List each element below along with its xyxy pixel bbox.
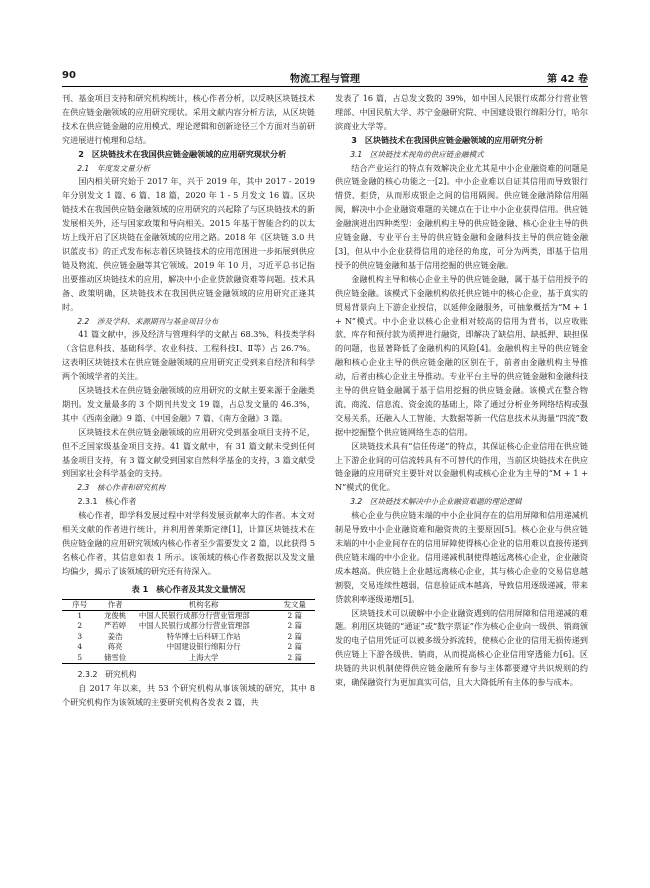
- table-cell: 龙俊桃: [104, 611, 127, 621]
- table-header-cell: 机构名称: [188, 599, 219, 609]
- table-cell: 蒋亮: [107, 642, 123, 652]
- table-cell: 中国人民银行成都分行营业管理部: [138, 621, 250, 631]
- table-cell: 2 篇: [287, 652, 302, 662]
- left-column: [62, 92, 315, 710]
- paragraph: 区块链技术具有“信任传递”的特点，其保证核心企业信用在供应链上下游企业间的可信流转具有不可替代的作用，当前区块链技术在供应链金融的应用研究主要针对以金融机构或核心企业为主导的“M + 1 + N”模式的优化。: [335, 440, 588, 493]
- table-header-row: [62, 599, 315, 610]
- table-cell: 3: [77, 631, 83, 641]
- table-cell: 4: [77, 642, 83, 652]
- table-row: [62, 632, 315, 642]
- section-heading-3: 3 区块链技术在我国供应链金融领域的应用研究分析: [351, 134, 543, 145]
- journal-name: 物流工程与管理: [290, 74, 360, 85]
- subsection-heading-2-3: 2.3 核心作者和研究机构: [77, 483, 166, 493]
- subsection-heading-2-2: 2.2 涉及学科、来源期刊与基金项目分布: [77, 316, 219, 326]
- table-row: [62, 611, 315, 622]
- paragraph: 核心企业与供应链末端的中小企业间存在的信用屏障和信用递减机制是导致中小企业融资难和融资贵的主要原因[5]。核心企业与供应链末端的中小企业间存在的信用屏障使得核心企业的信用难以直接传递到供应链末端的中小企业。信用递减机制使得越远离核心企业，企业融资成本越高。供应链上企业越远离核心企业，其与核心企业的交易信息越割裂，交易连续性越弱，信息验证成本越高，导致信用逐级递减，带来贷款利率逐级递增[5]。: [335, 510, 588, 604]
- table-cell: 2 篇: [287, 642, 302, 652]
- table-cell: 姜浩: [107, 631, 123, 641]
- table-cell: 上海大学: [188, 652, 219, 662]
- paragraph: 结合产业运行的特点有效解决企业尤其是中小企业融资难的问题是供应链金融的核心功能之一[2]。中小企业难以自证其信用而导致银行惜贷、拒贷，从而形成银企之间的信用隔阂。供应链金融消除信用隔阂，解决中小企业融资难题的关键点在于让中小企业获得信用。供应链金融演进出四种类型：金融机构主导的供应链金融、核心企业主导的供应链金融、专业平台主导的供应链金融和金融科技主导的供应链金融[3]，但从中小企业获得信用的途径的角度，可分为两类，即基于信用授予的供应链金融和基于信用挖掘的供应链金融。: [335, 162, 588, 270]
- table-row: [62, 621, 315, 631]
- table-caption: 表 1 核心作者及其发文量情况: [131, 583, 246, 594]
- table-cell: 2 篇: [287, 631, 302, 641]
- paragraph: 区块链技术可以破解中小企业融资遇到的信用屏障和信用递减的难题。利用区块链的“通证”或“数字票证”作为核心企业向一级供、销商颁发的电子信用凭证可以被多级分拆流转，使核心企业的信用无损传递到供应链上下游各级供、销商，从而提高核心企业信用穿透能力[6]。区块链的共识机制使得供应链金融所有参与主体都要遵守共识规则的约束，确保融资行为更加真实可信，且大大降低所有主体的参与成本。: [335, 607, 588, 688]
- table-row: [62, 642, 315, 652]
- paragraph: 区块链技术在供应链金融领域的应用研究的文献主要来源于金融类期刊。发文量最多的 3 个期刊共发文 19 篇，占总发文量的 46.3%，其中《西南金融》9 篇、《中国金融》7 篇、《南方金融》3 篇。: [62, 385, 315, 423]
- paragraph: 刊、基金项目支持和研究机构统计，核心作者分析，以反映区块链技术在供应链金融领域的应用研究现状。采用文献内容分析方法，从区块链技术在供应链金融的应用模式、理论逻辑和创新途径三个方面对当前研究进展进行梳理和总结。: [62, 93, 315, 145]
- right-column: [335, 92, 588, 690]
- core-author-table: [62, 599, 315, 664]
- header-rule: [62, 86, 588, 87]
- subsubsection-heading-2-3-2: 2.3.2 研究机构: [77, 670, 137, 680]
- table-cell: 2 篇: [287, 611, 302, 621]
- table-header-cell: 发文量: [283, 599, 306, 609]
- page-number: 90: [62, 70, 76, 81]
- table-row: [62, 653, 315, 664]
- table-cell: 2: [77, 621, 83, 631]
- table-header-cell: 作者: [107, 599, 123, 609]
- paragraph: 自 2017 年以来，共 53 个研究机构从事该领域的研究，其中 8 个研究机构作为该领域的主要研究机构各发表 2 篇，共: [62, 682, 315, 707]
- subsubsection-heading-2-3-1: 2.3.1 核心作者: [77, 497, 137, 507]
- paragraph: 发表了 16 篇，占总发文数的 39%，如中国人民银行成都分行营业管理部、中国民航大学、苏宁金融研究院、中国建设银行绵阳分行，哈尔滨商业大学等。: [335, 93, 588, 131]
- paragraph: 41 篇文献中，涉及经济与管理科学的文献占 68.3%、科技类学科（含信息科技、基础科学、农业科技、工程科技Ⅰ、Ⅱ等）占 26.7%。这表明区块链技术在供应链金融领域的应用研究正受到来自经济和科学两个领域学者的关注。: [62, 329, 315, 382]
- paragraph: 区块链技术在供应链金融领域的应用研究受到基金项目支持不足，但不乏国家级基金项目支持。41 篇文献中，有 31 篇文献未受到任何基金项目支持，有 3 篇文献受到国家自然科学基金的支持，3 篇文献受到国家社会科学基金的支持。: [62, 426, 315, 479]
- table-cell: 1: [77, 611, 83, 621]
- table-cell: 2 篇: [287, 621, 302, 631]
- paragraph: 核心作者，即学科发展过程中对学科发展贡献率大的作者。本文对相关文献的作者进行统计，并利用普莱斯定律[1]，计算区块链技术在供应链金融的应用研究领域内核心作者至少需要发文 2 篇，以此获得 5 名核心作者，其信息如表 1 所示。该领域的核心作者数据以及发文量均偏少，揭示了该领域的研究还有待深入。: [62, 510, 315, 576]
- subsection-heading-3-1: 3.1 区块链技术视角的供应链金融模式: [350, 149, 484, 159]
- table-cell: 中国人民银行成都分行营业管理部: [138, 611, 250, 621]
- paragraph: 国内相关研究始于 2017 年，兴于 2019 年，其中 2017 - 2019 年分别发文 1 篇、6 篇、18 篇，2020 年 1 - 5 月发文 16 篇。区块链技术在我国供应链金融领域的应用研究的兴起除了与区块链技术的新发展相关外，还与国家政策和导向相关。2015 年基于智能合约的以太坊上线开启了区块链在金融领域的应用之路。2018 年《区块链 3.0 共识蓝皮书》的正式发布标志着区块链技术的应用范围进一步拓展到供应链及物流、供应链金融等其它领域。2019 年 10 月，习近平总书记指出要推动区块链技术的应用，解决中小企业贷款融资难等问题。技术具备、政策明确，区块链技术在我国供应链金融领域的应用研究正逢其时。: [62, 176, 315, 312]
- paragraph: 金融机构主导和核心企业主导的供应链金融，属于基于信用授予的供应链金融。该模式下金融机构依托供应链中的核心企业，基于真实的贸易背景向上下游企业授信，以延伸金融服务，可抽象概括为“M + 1 + N”模式。中小企业以核心企业相对较高的信用为背书，以应收账款、库存和预付款为质押进行融资，即解决了缺信用、缺抵押、缺担保的问题，也显著降低了金融机构的风险[4]。金融机构主导的供应链金融和核心企业主导的供应链金融的区别在于，前者由金融机构主导推动，后者由核心企业主导推动。专业平台主导的供应链金融和金融科技主导的供应链金融属于基于信用挖掘的供应链金融。该模式在整合物流、商流、信息流、资金流的基础上，除了通过分析业务网络结构或强交易关系，还融入人工智能、大数据等新一代信息技术从海量“四流”数据中挖掘整个供应链网络生态的信用。: [335, 273, 588, 437]
- volume-label: 第 42 卷: [547, 74, 588, 85]
- table-cell: 储雪俭: [104, 652, 127, 662]
- page-header: [62, 70, 588, 84]
- table-cell: 特华博士后科研工作站: [166, 631, 241, 641]
- section-heading-2: 2 区块链技术在我国供应链金融领域的应用研究现状分析: [78, 148, 287, 159]
- table-cell: 严若婷: [104, 621, 127, 631]
- table-cell: 5: [77, 652, 83, 662]
- table-header-cell: 序号: [72, 599, 88, 609]
- subsection-heading-2-1: 2.1 年度发文量分析: [77, 163, 151, 173]
- table-cell: 中国建设银行绵阳分行: [166, 642, 241, 652]
- subsection-heading-3-2: 3.2 区块链技术解决中小企业融资难题的理论逻辑: [350, 497, 522, 507]
